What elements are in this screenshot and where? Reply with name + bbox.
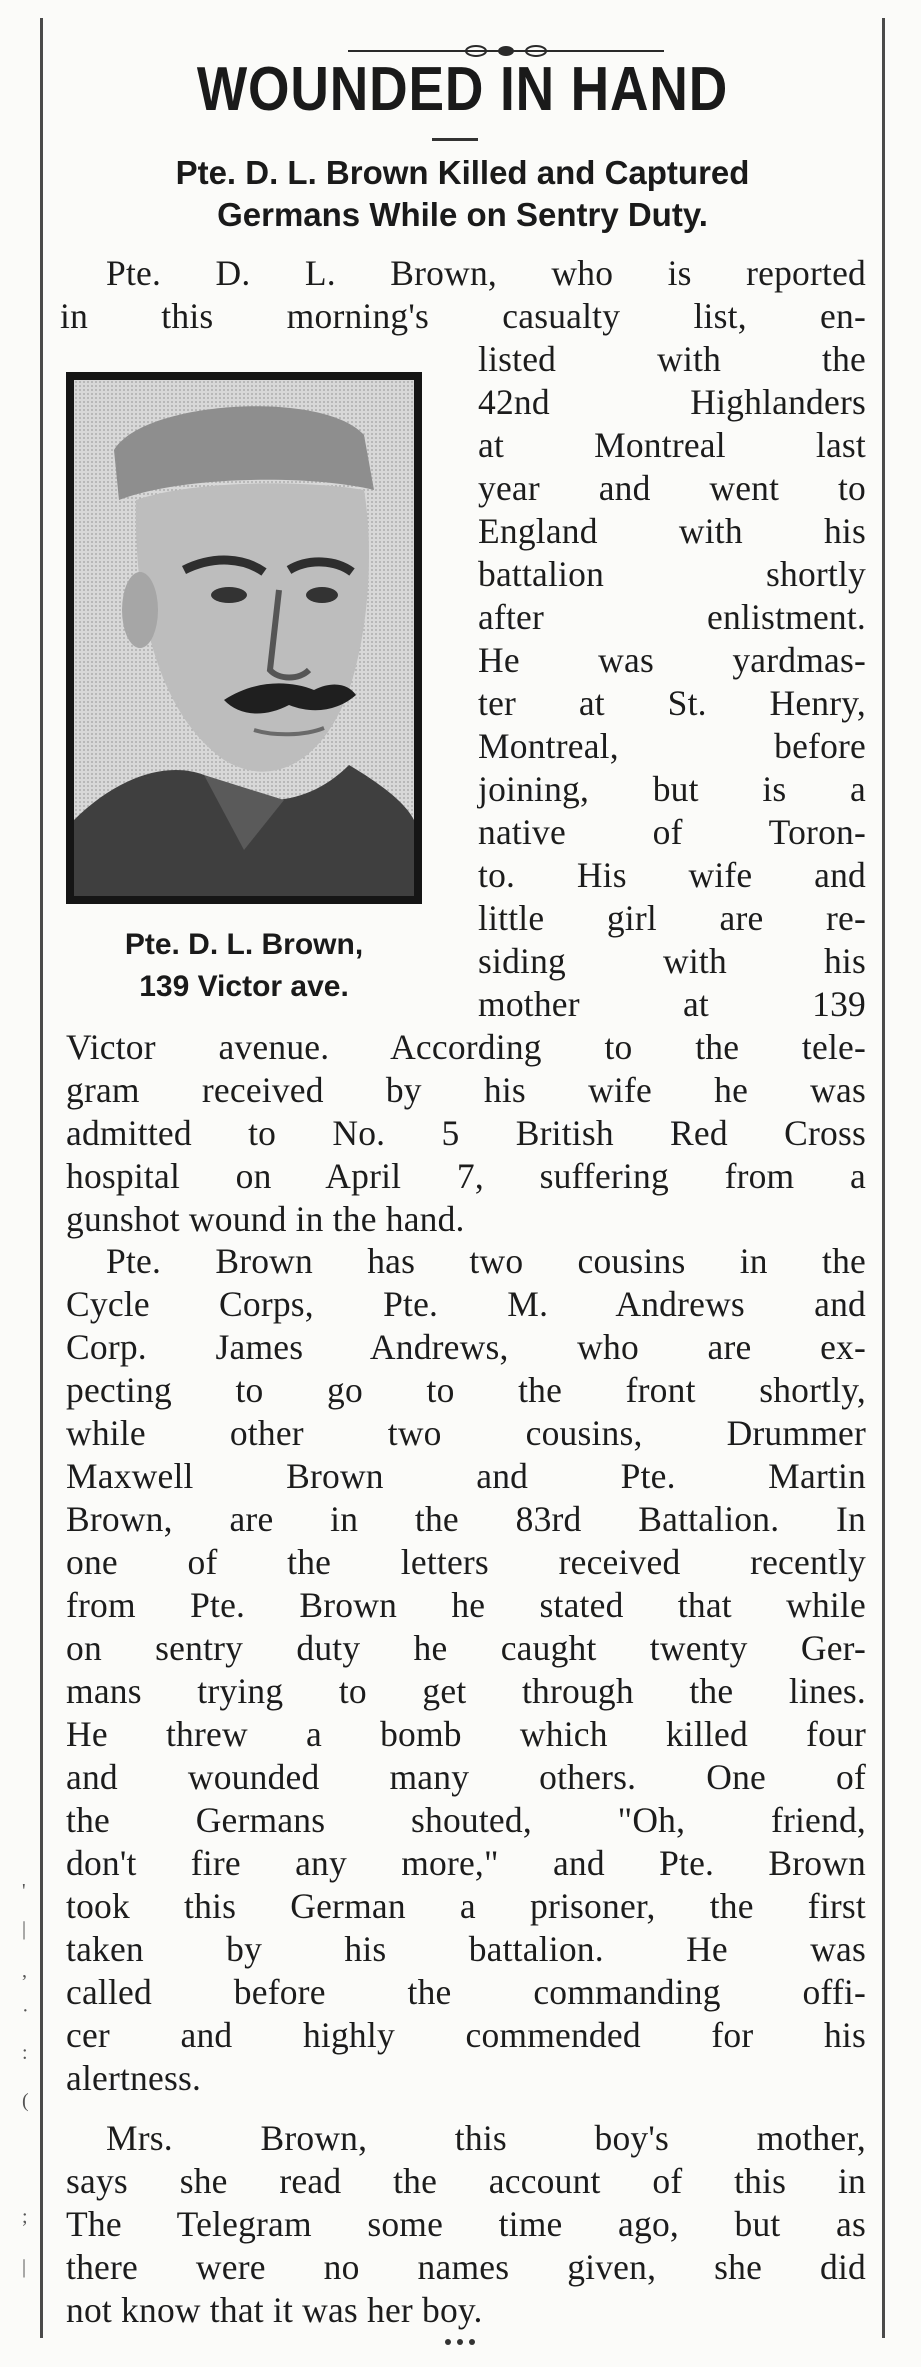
headline: WOUNDED IN HAND bbox=[196, 55, 729, 124]
text-line: mother at 139 bbox=[478, 984, 866, 1024]
text-line: one of the letters received recently bbox=[66, 1542, 866, 1582]
text-line: from Pte. Brown he stated that while bbox=[66, 1585, 866, 1625]
wrapped-text-column bbox=[478, 338, 866, 1026]
margin-mark: : bbox=[22, 2042, 28, 2064]
text-line: native of Toron- bbox=[478, 812, 866, 852]
text-line: year and went to bbox=[478, 468, 866, 508]
text-line: 42nd Highlanders bbox=[478, 382, 866, 422]
paragraph-3 bbox=[66, 2117, 866, 2332]
text-line: He was yardmas- bbox=[478, 640, 866, 680]
text-line: siding with his bbox=[478, 941, 866, 981]
bottom-ornament bbox=[430, 2338, 490, 2346]
text-line: says she read the account of this in bbox=[66, 2161, 866, 2201]
margin-mark: ( bbox=[22, 2090, 29, 2112]
paragraph-2 bbox=[66, 1240, 866, 2100]
margin-mark: ' bbox=[22, 1880, 26, 1902]
margin-mark: , bbox=[22, 1960, 27, 1982]
portrait-image bbox=[74, 380, 414, 896]
text-line: little girl are re- bbox=[478, 898, 866, 938]
caption-line: Pte. D. L. Brown, bbox=[124, 928, 364, 961]
text-line: to. His wife and bbox=[478, 855, 866, 895]
text-line: Montreal, before bbox=[478, 726, 866, 766]
text-line: at Montreal last bbox=[478, 425, 866, 465]
text-line: don't fire any more," and Pte. Brown bbox=[66, 1843, 866, 1883]
text-line: Pte. Brown has two cousins in the bbox=[106, 1241, 866, 1281]
text-line: Corp. James Andrews, who are ex- bbox=[66, 1327, 866, 1367]
photo-caption bbox=[66, 924, 422, 1008]
text-line: Mrs. Brown, this boy's mother, bbox=[106, 2118, 866, 2158]
text-line: ter at St. Henry, bbox=[478, 683, 866, 723]
margin-mark: | bbox=[22, 1918, 27, 1940]
text-line: Pte. D. L. Brown, who is reported bbox=[106, 253, 866, 293]
text-line: not know that it was her boy. bbox=[66, 2290, 483, 2330]
left-column-rule bbox=[40, 18, 43, 2338]
text-line: admitted to No. 5 British Red Cross bbox=[66, 1113, 866, 1153]
text-line: and wounded many others. One of bbox=[66, 1757, 866, 1797]
text-line: after enlistment. bbox=[478, 597, 866, 637]
text-line: joining, but is a bbox=[478, 769, 866, 809]
portrait-photo bbox=[66, 372, 422, 904]
text-line: called before the commanding offi- bbox=[66, 1972, 866, 2012]
paragraph-1-continued bbox=[66, 1026, 866, 1241]
caption-line: 139 Victor ave. bbox=[139, 970, 349, 1003]
subheadline bbox=[40, 152, 885, 236]
text-line: He threw a bomb which killed four bbox=[66, 1714, 866, 1754]
text-line: pecting to go to the front shortly, bbox=[66, 1370, 866, 1410]
text-line: hospital on April 7, suffering from a bbox=[66, 1156, 866, 1196]
text-line: Cycle Corps, Pte. M. Andrews and bbox=[66, 1284, 866, 1324]
right-column-rule bbox=[882, 18, 885, 2338]
subheadline-line: Germans While on Sentry Duty. bbox=[217, 196, 708, 233]
text-line: the Germans shouted, "Oh, friend, bbox=[66, 1800, 866, 1840]
subheadline-line: Pte. D. L. Brown Killed and Captured bbox=[175, 154, 750, 191]
text-line: Maxwell Brown and Pte. Martin bbox=[66, 1456, 866, 1496]
headline-divider bbox=[432, 138, 478, 141]
lead-paragraph bbox=[60, 252, 866, 338]
text-line: took this German a prisoner, the first bbox=[66, 1886, 866, 1926]
margin-mark: | bbox=[22, 2256, 27, 2278]
text-line: on sentry duty he caught twenty Ger- bbox=[66, 1628, 866, 1668]
text-line: Brown, are in the 83rd Battalion. In bbox=[66, 1499, 866, 1539]
text-line: The Telegram some time ago, but as bbox=[66, 2204, 866, 2244]
text-line: there were no names given, she did bbox=[66, 2247, 866, 2287]
text-line: gram received by his wife he was bbox=[66, 1070, 866, 1110]
margin-mark: · bbox=[22, 2000, 29, 2022]
text-line: listed with the bbox=[478, 339, 866, 379]
text-line: taken by his battalion. He was bbox=[66, 1929, 866, 1969]
margin-mark: ; bbox=[22, 2206, 28, 2228]
text-line: mans trying to get through the lines. bbox=[66, 1671, 866, 1711]
text-line: Victor avenue. According to the tele- bbox=[66, 1027, 866, 1067]
text-line: in this morning's casualty list, en- bbox=[60, 296, 866, 336]
text-line: England with his bbox=[478, 511, 866, 551]
text-line: cer and highly commended for his bbox=[66, 2015, 866, 2055]
text-line: gunshot wound in the hand. bbox=[66, 1199, 465, 1239]
text-line: battalion shortly bbox=[478, 554, 866, 594]
text-line: while other two cousins, Drummer bbox=[66, 1413, 866, 1453]
text-line: alertness. bbox=[66, 2058, 202, 2098]
